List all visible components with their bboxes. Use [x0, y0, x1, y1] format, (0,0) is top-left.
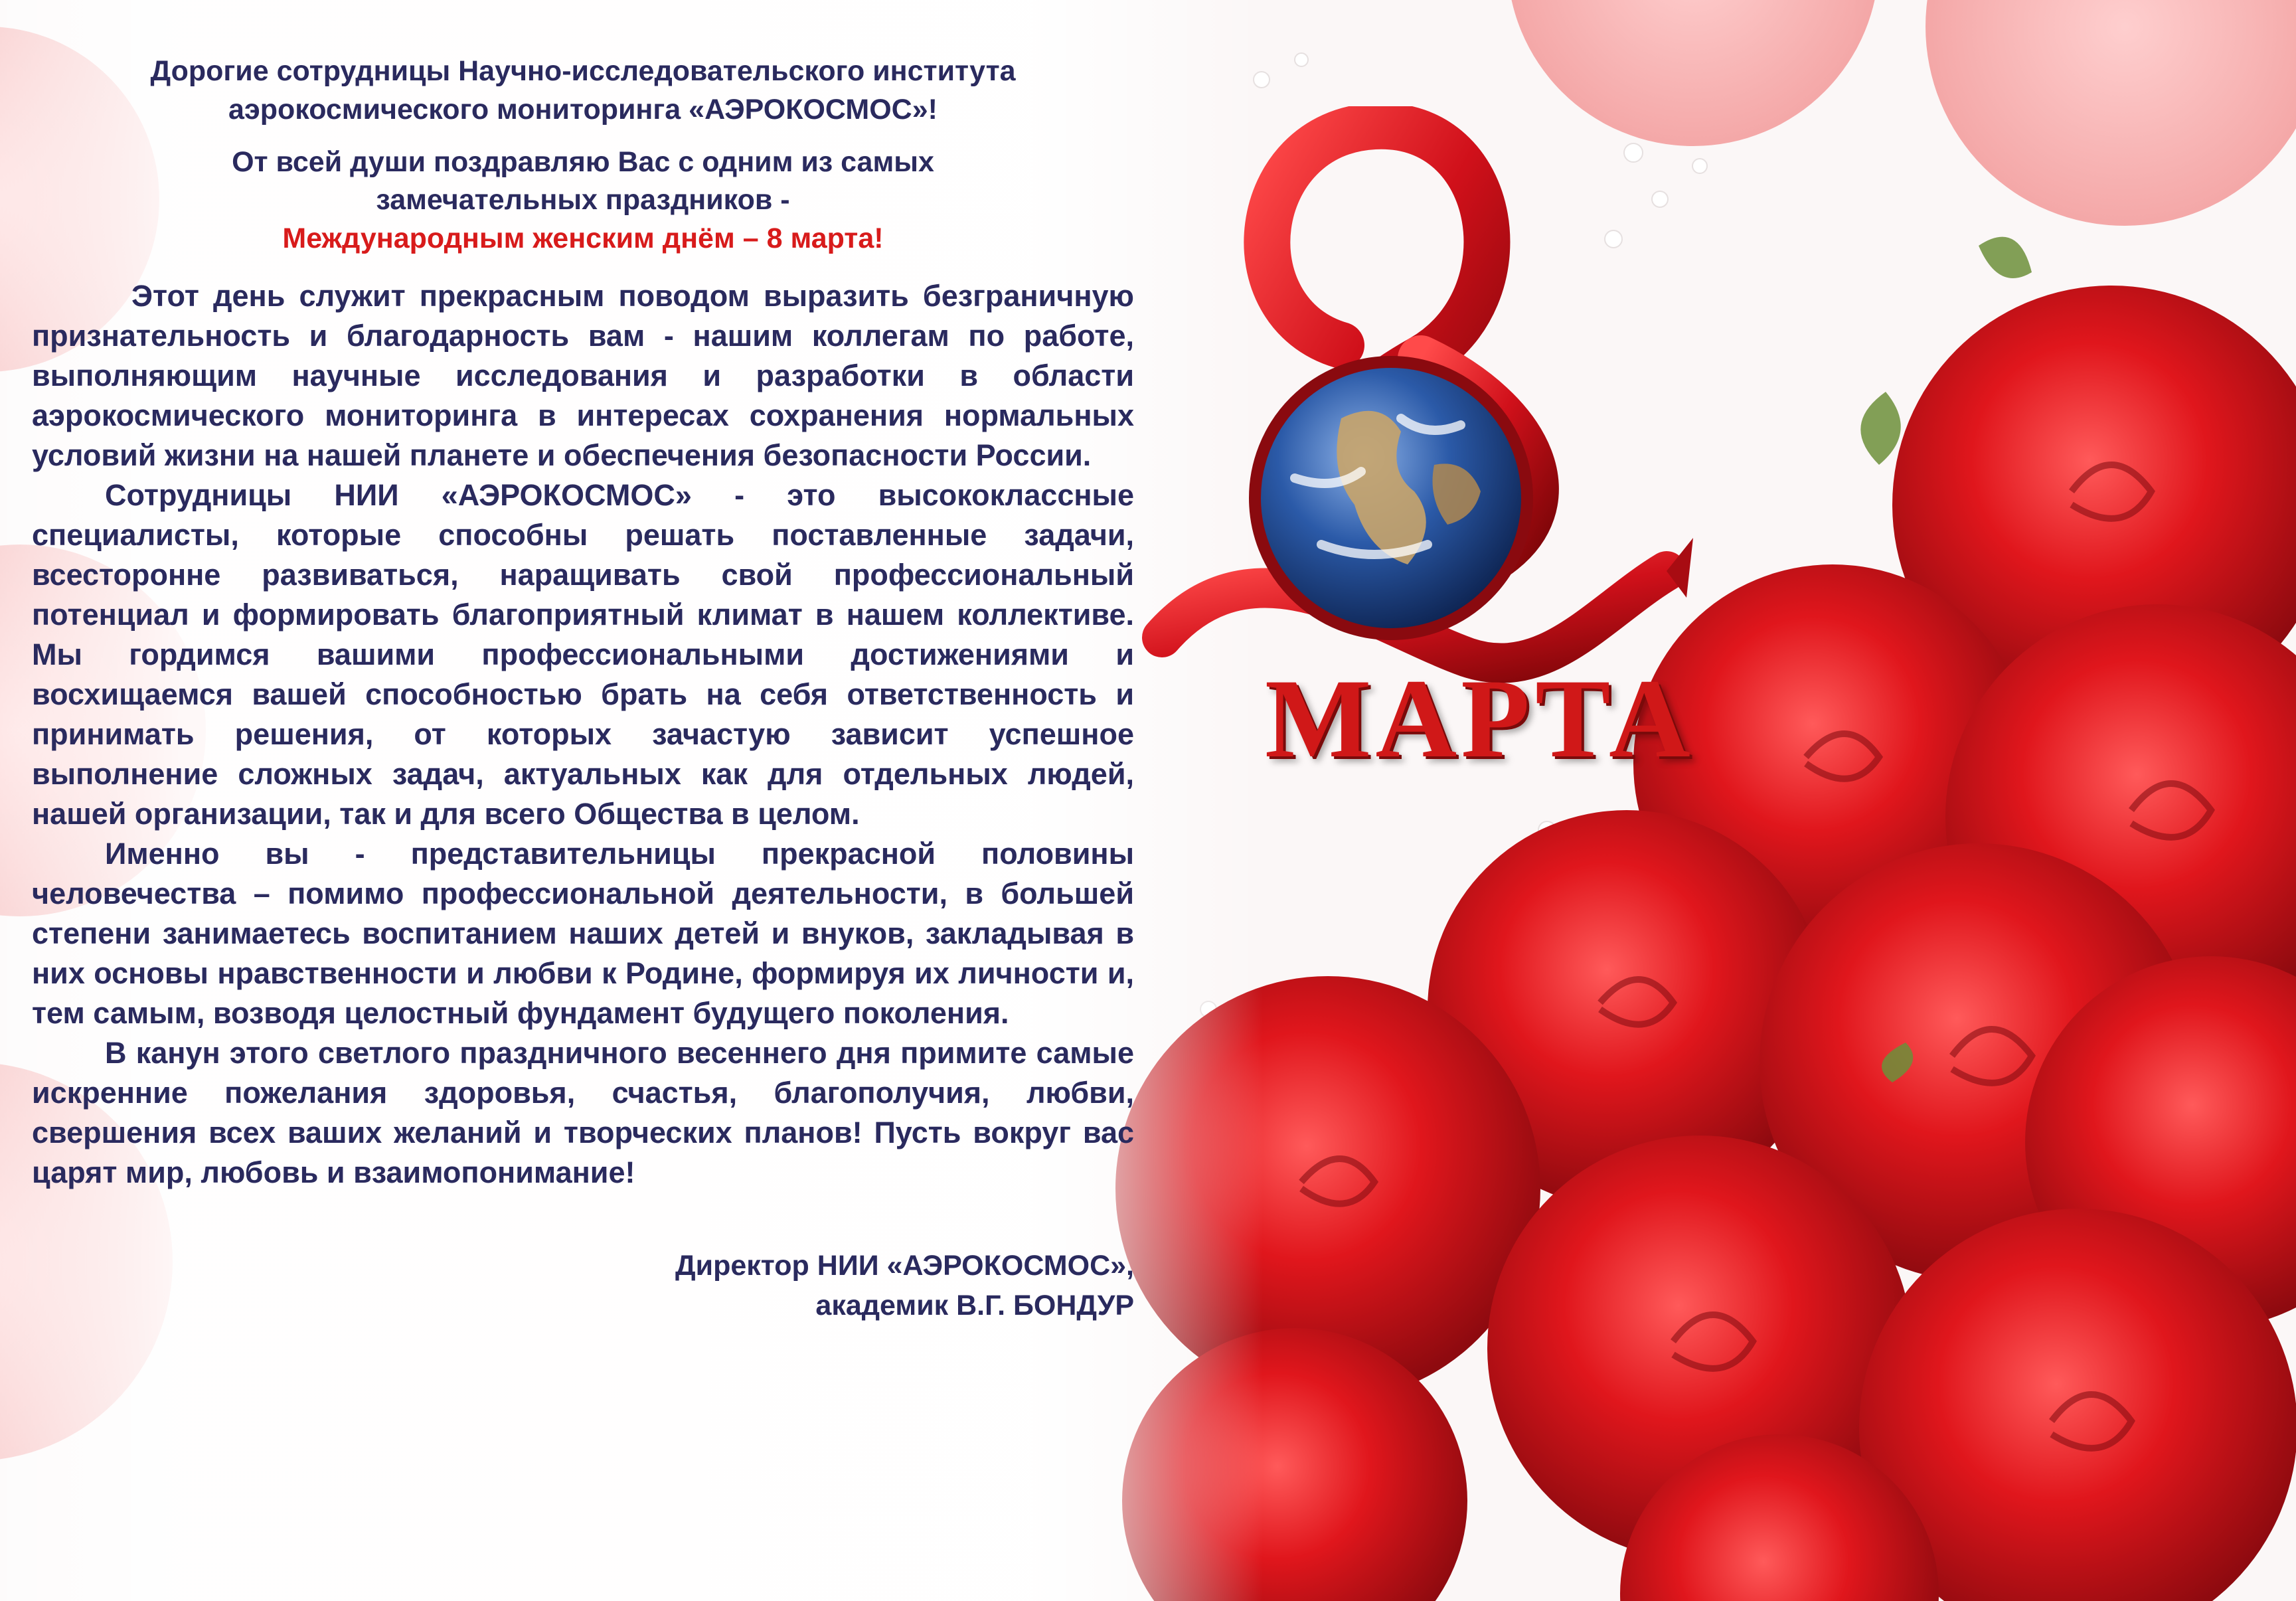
paragraph-3: Именно вы - представительницы прекрасной половины человечества – помимо профессиональной деятельности, в большей степени занимаетесь воспитанием наших детей и внуков, закладывая в них основы нравственности и любви к Родине, формируя их личности и, тем самым, возводя целостный фундамент будущего поколения. [32, 837, 1134, 1030]
greeting-line-1: Дорогие сотрудницы Научно-исследовательского института [150, 55, 1016, 87]
greeting-line-3: От всей души поздравляю Вас с одним из самых [232, 146, 934, 178]
holiday-name: Международным женским днём – 8 марта! [282, 222, 884, 254]
paragraph-2: Сотрудницы НИИ «АЭРОКОСМОС» - это высококлассные специалисты, которые способны решать поставленные задачи, всесторонне развиваться, наращивать свой профессиональный потенциал и формировать благоприятный климат в нашем коллективе. Мы гордимся вашими профессиональными достижениями и восхищаемся вашей способностью брать на себя ответственность и принимать решения, от которых зачастую зависит успешное выполнение сложных задач, актуальных как для отдельных людей, нашей организации, так и для всего Общества в целом. [32, 478, 1134, 831]
greeting-line-4: замечательных праздников - [376, 184, 790, 216]
earth-globe-icon [1255, 362, 1527, 634]
signature-title: Директор НИИ «АЭРОКОСМОС», [675, 1250, 1134, 1282]
greeting-line-2: аэрокосмического мониторинга «АЭРОКОСМОС»! [228, 94, 938, 126]
month-title: МАРТА [1265, 656, 1694, 781]
greeting-letter [32, 52, 1134, 1325]
paragraph-1: Этот день служит прекрасным поводом выразить безграничную признательность и благодарность вам - нашим коллегам по работе, выполняющим научные исследования и разработки в области аэрокосмического мониторинга в интересах сохранения нормальных условий жизни на нашей планете и обеспечения безопасности России. [32, 279, 1134, 472]
signature-name: академик В.Г. БОНДУР [815, 1290, 1134, 1321]
paragraph-4: В канун этого светлого праздничного весеннего дня примите самые искренние пожелания здоровья, счастья, благополучия, любви, свершения всех ваших желаний и творческих планов! Пусть вокруг вас царят мир, любовь и взаимопонимание! [32, 1036, 1134, 1189]
signature [32, 1246, 1134, 1325]
